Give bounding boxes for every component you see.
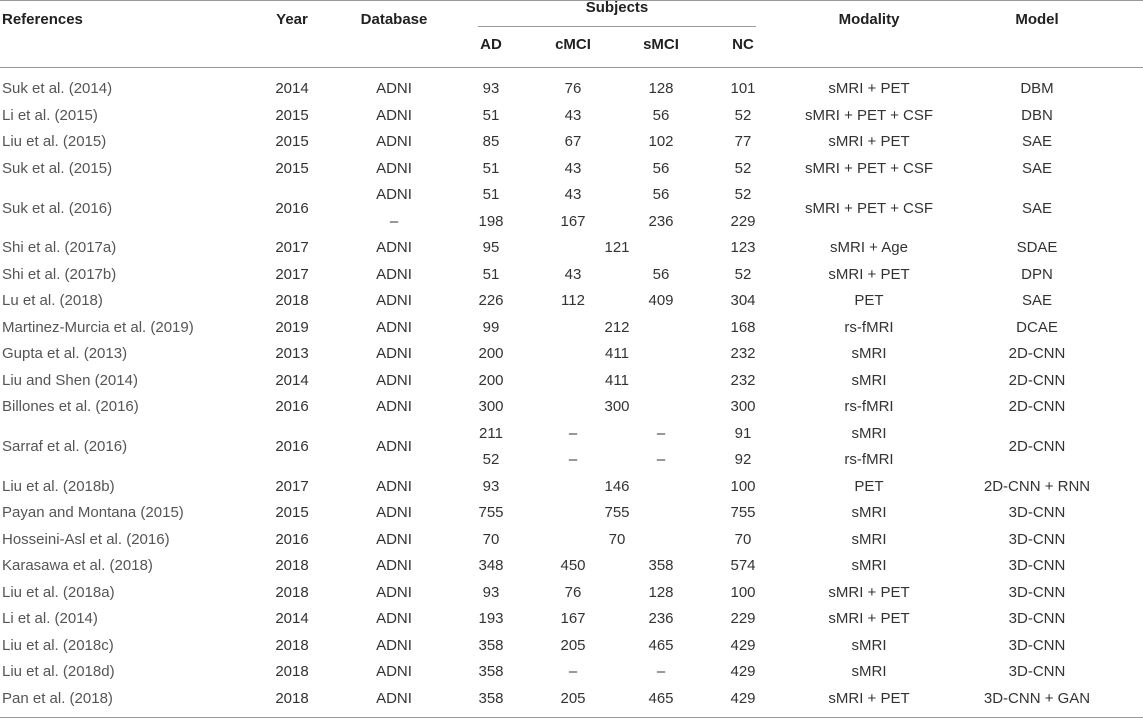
model-cell: SAE (1021, 199, 1053, 217)
smci-count-cell: 128 (648, 80, 674, 98)
mci-count-cell: 411 (605, 345, 629, 363)
cmci-count-cell: 43 (564, 186, 582, 204)
reference-cell: Shi et al. (2017a) (2, 239, 117, 257)
ad-count-cell: 99 (482, 318, 500, 336)
database-cell: ADNI (376, 133, 412, 151)
nc-count-cell: 52 (734, 106, 752, 124)
table-bottom-rule (0, 717, 1143, 718)
smci-count-cell: 236 (648, 610, 674, 628)
modality-cell: rs-fMRI (844, 451, 894, 469)
nc-count-cell: 229 (730, 610, 756, 628)
header-modality: Modality (838, 11, 900, 28)
year-cell: 2017 (275, 239, 309, 257)
reference-cell: Martinez-Murcia et al. (2019) (2, 318, 194, 336)
reference-cell: Shi et al. (2017b) (2, 265, 117, 283)
database-cell: ADNI (376, 80, 412, 98)
ad-count-cell: 198 (478, 212, 504, 230)
database-cell: ADNI (376, 477, 412, 495)
reference-cell: Hosseini-Asl et al. (2016) (2, 530, 170, 548)
header-bottom-rule (0, 67, 1143, 68)
model-cell: 2D-CNN + RNN (983, 477, 1091, 495)
modality-cell: sMRI (851, 424, 887, 442)
nc-count-cell: 429 (730, 689, 756, 707)
nc-count-cell: 91 (734, 424, 752, 442)
ad-count-cell: 52 (482, 451, 500, 469)
reference-cell: Liu and Shen (2014) (2, 371, 138, 389)
smci-count-cell: – (656, 424, 666, 442)
database-cell: ADNI (376, 398, 412, 416)
model-cell: SDAE (1016, 239, 1058, 257)
year-cell: 2016 (275, 530, 309, 548)
database-cell: ADNI (376, 186, 412, 204)
cmci-count-cell: 76 (564, 583, 582, 601)
reference-cell: Liu et al. (2018b) (2, 477, 115, 495)
database-cell: ADNI (376, 557, 412, 575)
modality-cell: PET (854, 292, 884, 310)
nc-count-cell: 52 (734, 265, 752, 283)
modality-cell: sMRI + PET + CSF (804, 159, 934, 177)
smci-count-cell: 409 (648, 292, 674, 310)
ad-count-cell: 348 (478, 557, 504, 575)
modality-cell: sMRI + Age (830, 239, 908, 257)
year-cell: 2018 (275, 583, 309, 601)
cmci-count-cell: 205 (560, 636, 586, 654)
header-ad: AD (480, 36, 502, 53)
year-cell: 2019 (275, 318, 309, 336)
nc-count-cell: 300 (730, 398, 756, 416)
nc-count-cell: 100 (730, 583, 756, 601)
modality-cell: sMRI (851, 345, 887, 363)
header-references: References (2, 11, 83, 28)
smci-count-cell: 56 (652, 159, 670, 177)
cmci-count-cell: 167 (560, 212, 586, 230)
model-cell: DBN (1021, 106, 1053, 124)
model-cell: 3D-CNN + GAN (983, 689, 1091, 707)
header-nc: NC (732, 36, 754, 53)
model-cell: DCAE (1016, 318, 1058, 336)
model-cell: 3D-CNN (1008, 663, 1066, 681)
ad-count-cell: 95 (482, 239, 500, 257)
reference-cell: Lu et al. (2018) (2, 292, 103, 310)
cmci-count-cell: 450 (560, 557, 586, 575)
mci-count-cell: 121 (604, 239, 630, 257)
ad-count-cell: 93 (482, 583, 500, 601)
model-cell: SAE (1021, 292, 1053, 310)
database-cell: ADNI (376, 106, 412, 124)
cmci-count-cell: 76 (564, 80, 582, 98)
nc-count-cell: 755 (730, 504, 756, 522)
model-cell: 2D-CNN (1008, 371, 1066, 389)
database-cell: ADNI (376, 636, 412, 654)
smci-count-cell: – (656, 663, 666, 681)
reference-cell: Karasawa et al. (2018) (2, 557, 153, 575)
year-cell: 2017 (275, 477, 309, 495)
reference-cell: Li et al. (2015) (2, 106, 98, 124)
reference-cell: Sarraf et al. (2016) (2, 438, 128, 455)
model-cell: 3D-CNN (1008, 636, 1066, 654)
ad-count-cell: 358 (478, 663, 504, 681)
modality-cell: sMRI + PET (828, 583, 910, 601)
ad-count-cell: 211 (479, 424, 503, 442)
cmci-count-cell: – (568, 663, 578, 681)
nc-count-cell: 101 (730, 80, 756, 98)
model-cell: 3D-CNN (1008, 610, 1066, 628)
year-cell: 2015 (275, 504, 309, 522)
cmci-count-cell: 43 (564, 106, 582, 124)
modality-cell: rs-fMRI (844, 318, 894, 336)
model-cell: 3D-CNN (1008, 504, 1066, 522)
subjects-rule (478, 26, 756, 27)
year-cell: 2018 (275, 663, 309, 681)
smci-count-cell: 358 (648, 557, 674, 575)
year-cell: 2018 (275, 689, 309, 707)
modality-cell: sMRI (851, 663, 887, 681)
year-cell: 2018 (275, 292, 309, 310)
year-cell: 2014 (275, 80, 309, 98)
modality-cell: rs-fMRI (844, 398, 894, 416)
ad-count-cell: 200 (478, 345, 504, 363)
model-cell: 2D-CNN (1008, 345, 1066, 363)
reference-cell: Li et al. (2014) (2, 610, 98, 628)
nc-count-cell: 168 (730, 318, 756, 336)
database-cell: ADNI (376, 689, 412, 707)
year-cell: 2016 (275, 199, 309, 217)
nc-count-cell: 429 (730, 636, 756, 654)
year-cell: 2018 (275, 557, 309, 575)
nc-count-cell: 77 (734, 133, 752, 151)
nc-count-cell: 232 (730, 371, 756, 389)
year-cell: 2013 (275, 345, 309, 363)
mci-count-cell: 212 (604, 318, 630, 336)
reference-cell: Suk et al. (2016) (2, 199, 113, 217)
model-cell: SAE (1021, 159, 1053, 177)
cmci-count-cell: 205 (560, 689, 586, 707)
modality-cell: sMRI (851, 504, 887, 522)
database-cell: ADNI (376, 530, 412, 548)
mci-count-cell: 755 (604, 504, 630, 522)
year-cell: 2015 (275, 106, 309, 124)
model-cell: DPN (1021, 265, 1053, 283)
mci-count-cell: 300 (604, 398, 630, 416)
modality-cell: sMRI + PET (828, 133, 910, 151)
year-cell: 2014 (275, 371, 309, 389)
reference-cell: Suk et al. (2015) (2, 159, 113, 177)
model-cell: 3D-CNN (1008, 557, 1066, 575)
modality-cell: sMRI (851, 530, 887, 548)
nc-count-cell: 52 (734, 159, 752, 177)
modality-cell: sMRI + PET (828, 610, 910, 628)
smci-count-cell: 56 (652, 265, 670, 283)
reference-cell: Liu et al. (2018a) (2, 583, 115, 601)
ad-count-cell: 226 (478, 292, 504, 310)
smci-count-cell: 56 (652, 106, 670, 124)
reference-cell: Liu et al. (2018d) (2, 663, 115, 681)
nc-count-cell: 100 (730, 477, 756, 495)
database-cell: ADNI (376, 292, 412, 310)
year-cell: 2015 (275, 159, 309, 177)
model-cell: 2D-CNN (1008, 438, 1066, 455)
ad-count-cell: 51 (482, 106, 500, 124)
mci-count-cell: 70 (608, 530, 626, 548)
reference-cell: Liu et al. (2018c) (2, 636, 114, 654)
nc-count-cell: 429 (730, 663, 756, 681)
model-cell: 2D-CNN (1008, 398, 1066, 416)
ad-count-cell: 358 (478, 636, 504, 654)
header-year: Year (276, 11, 308, 28)
database-cell: – (389, 212, 399, 230)
year-cell: 2017 (275, 265, 309, 283)
nc-count-cell: 574 (730, 557, 756, 575)
reference-cell: Liu et al. (2015) (2, 133, 107, 151)
database-cell: ADNI (376, 504, 412, 522)
nc-count-cell: 304 (730, 292, 756, 310)
smci-count-cell: 465 (648, 689, 674, 707)
database-cell: ADNI (376, 663, 412, 681)
reference-cell: Pan et al. (2018) (2, 689, 113, 707)
ad-count-cell: 193 (478, 610, 504, 628)
ad-count-cell: 300 (478, 398, 504, 416)
nc-count-cell: 52 (734, 186, 752, 204)
database-cell: ADNI (376, 610, 412, 628)
modality-cell: sMRI (851, 557, 887, 575)
model-cell: SAE (1021, 133, 1053, 151)
nc-count-cell: 123 (730, 239, 756, 257)
database-cell: ADNI (376, 239, 412, 257)
ad-count-cell: 755 (478, 504, 504, 522)
modality-cell: sMRI + PET (828, 80, 910, 98)
smci-count-cell: – (656, 451, 666, 469)
year-cell: 2018 (275, 636, 309, 654)
year-cell: 2014 (275, 610, 309, 628)
modality-cell: PET (854, 477, 884, 495)
nc-count-cell: 70 (734, 530, 752, 548)
database-cell: ADNI (376, 583, 412, 601)
model-cell: 3D-CNN (1008, 583, 1066, 601)
ad-count-cell: 51 (482, 159, 500, 177)
modality-cell: sMRI (851, 371, 887, 389)
smci-count-cell: 236 (648, 212, 674, 230)
year-cell: 2016 (275, 438, 309, 455)
modality-cell: sMRI + PET + CSF (804, 199, 934, 217)
smci-count-cell: 465 (648, 636, 674, 654)
smci-count-cell: 102 (648, 133, 674, 151)
year-cell: 2015 (275, 133, 309, 151)
mci-count-cell: 411 (605, 371, 629, 389)
cmci-count-cell: 112 (561, 292, 585, 310)
cmci-count-cell: 167 (560, 610, 586, 628)
ad-count-cell: 200 (478, 371, 504, 389)
header-database: Database (360, 11, 428, 28)
header-model: Model (1015, 11, 1059, 28)
database-cell: ADNI (376, 345, 412, 363)
modality-cell: sMRI + PET (828, 265, 910, 283)
modality-cell: sMRI + PET (828, 689, 910, 707)
nc-count-cell: 92 (734, 451, 752, 469)
modality-cell: sMRI + PET + CSF (804, 106, 934, 124)
table-top-rule (0, 0, 1143, 1)
ad-count-cell: 93 (482, 477, 500, 495)
database-cell: ADNI (376, 318, 412, 336)
cmci-count-cell: 67 (564, 133, 582, 151)
smci-count-cell: 128 (648, 583, 674, 601)
reference-cell: Billones et al. (2016) (2, 398, 139, 416)
cmci-count-cell: – (568, 424, 578, 442)
model-cell: DBM (1020, 80, 1054, 98)
header-subjects: Subjects (585, 0, 649, 16)
smci-count-cell: 56 (652, 186, 670, 204)
reference-cell: Payan and Montana (2015) (2, 504, 184, 522)
modality-cell: sMRI (851, 636, 887, 654)
cmci-count-cell: – (568, 451, 578, 469)
cmci-count-cell: 43 (564, 159, 582, 177)
ad-count-cell: 51 (482, 186, 500, 204)
reference-cell: Gupta et al. (2013) (2, 345, 128, 363)
header-cmci: cMCI (555, 36, 591, 53)
nc-count-cell: 229 (730, 212, 756, 230)
ad-count-cell: 51 (482, 265, 500, 283)
ad-count-cell: 70 (482, 530, 500, 548)
mci-count-cell: 146 (604, 477, 630, 495)
nc-count-cell: 232 (730, 345, 756, 363)
ad-count-cell: 358 (478, 689, 504, 707)
database-cell: ADNI (376, 159, 412, 177)
header-smci: sMCI (643, 36, 679, 53)
model-cell: 3D-CNN (1008, 530, 1066, 548)
reference-cell: Suk et al. (2014) (2, 80, 113, 98)
ad-count-cell: 93 (482, 80, 500, 98)
ad-count-cell: 85 (482, 133, 500, 151)
year-cell: 2016 (275, 398, 309, 416)
database-cell: ADNI (376, 438, 412, 455)
database-cell: ADNI (376, 265, 412, 283)
database-cell: ADNI (376, 371, 412, 389)
cmci-count-cell: 43 (564, 265, 582, 283)
